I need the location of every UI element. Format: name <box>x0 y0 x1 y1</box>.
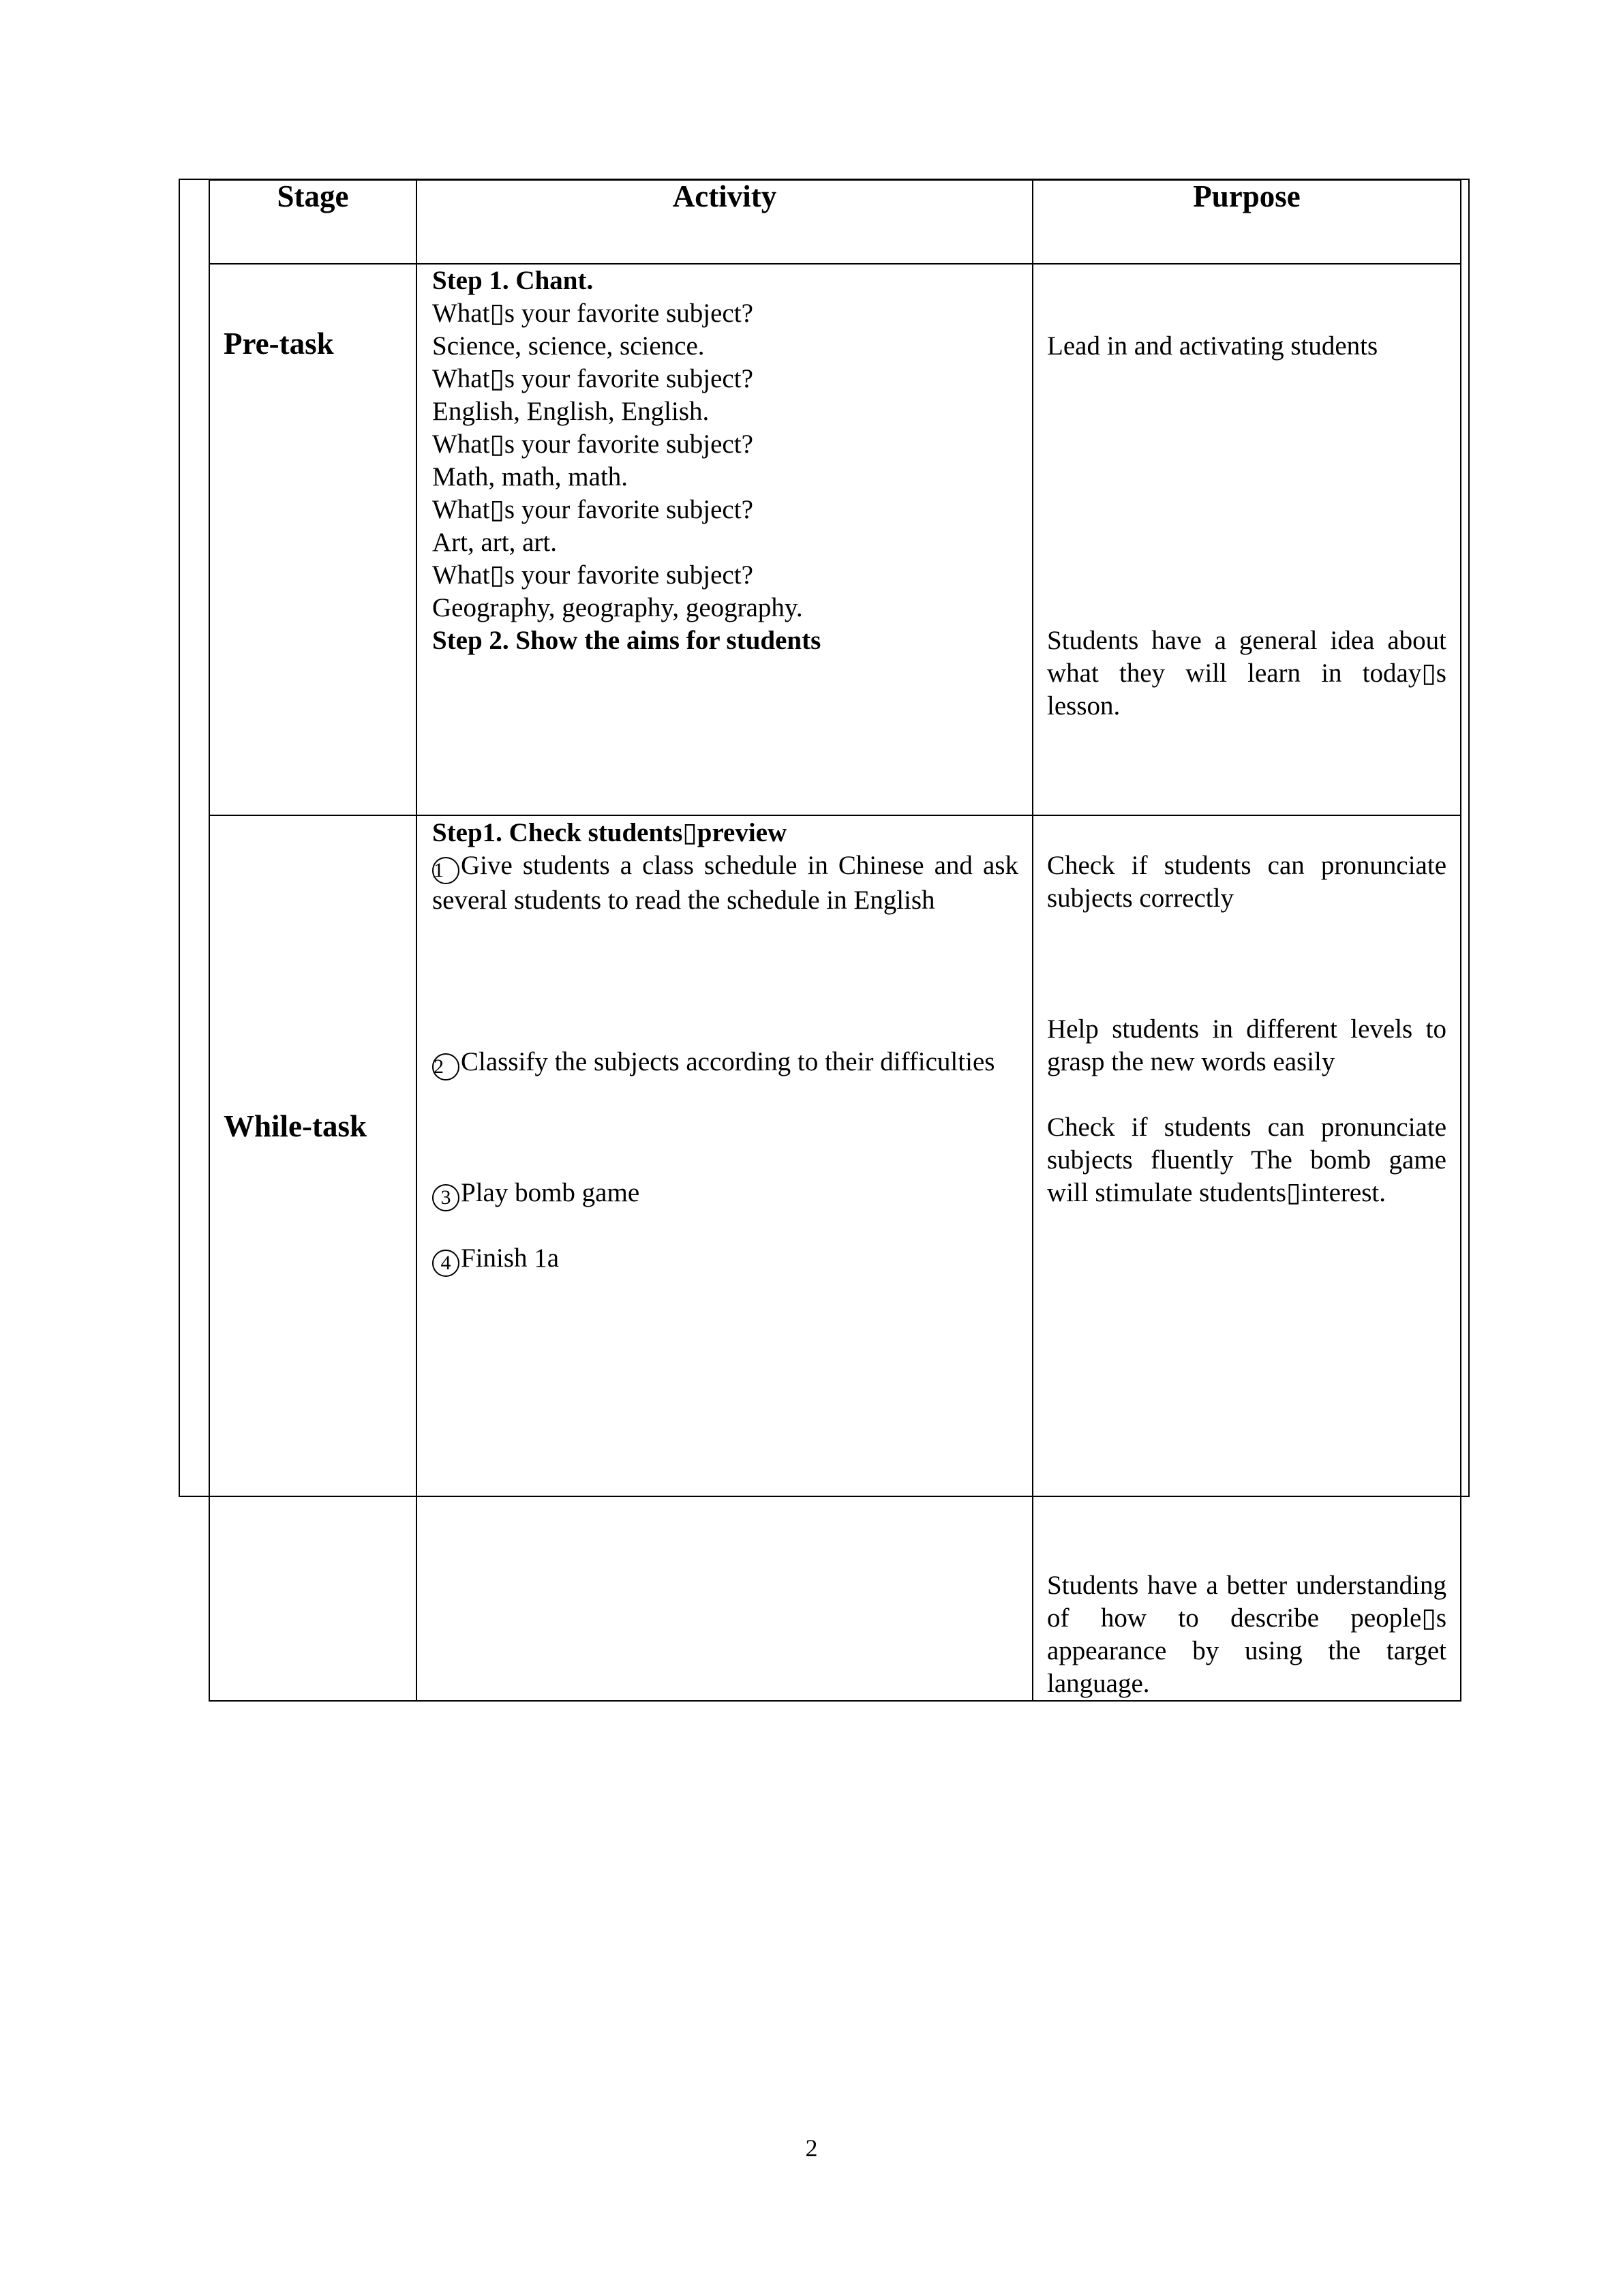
whiletask-item-text: Finish 1a <box>461 1243 560 1273</box>
chant-line: Science, science, science. <box>432 331 705 361</box>
whiletask-step1-title: Step1. Check students▯preview <box>432 818 787 847</box>
chant-line: What▯s your favorite subject? <box>432 495 753 524</box>
page-number: 2 <box>805 2134 818 2162</box>
pretask-step2-title: Step 2. Show the aims for students <box>432 626 821 655</box>
whiletask-purpose-2: Help students in different levels to grasp the new words easily <box>1047 1014 1446 1076</box>
chant-line: Math, math, math. <box>432 462 628 492</box>
circled-number-2: 2 <box>432 1053 459 1081</box>
header-activity: Activity <box>672 179 777 213</box>
activity-purpose-divider <box>1032 179 1033 1702</box>
extra-row-purpose: Students have a better understanding of how to describe people▯s appearance by using the target language. <box>1047 1571 1446 1698</box>
chant-line: What▯s your favorite subject? <box>432 364 753 393</box>
whiletask-purpose-1: Check if students can pronunciate subjects correctly <box>1047 851 1446 913</box>
header-stage: Stage <box>277 179 349 213</box>
circled-number-1: 1 <box>432 857 459 884</box>
chant-line: English, English, English. <box>432 397 710 426</box>
chant-line: What▯s your favorite subject? <box>432 299 753 328</box>
circled-number-4: 4 <box>432 1250 459 1277</box>
chant-line: What▯s your favorite subject? <box>432 560 753 590</box>
pretask-step1-title: Step 1. Chant. <box>432 266 594 295</box>
whiletask-purpose-3: Check if students can pronunciate subjects fluently The bomb game will stimulate students▯interest. <box>1047 1113 1446 1207</box>
chant-line: Geography, geography, geography. <box>432 593 803 622</box>
pretask-purpose-2: Students have a general idea about what they will learn in today▯s lesson. <box>1047 626 1446 721</box>
whiletask-item-text: Classify the subjects according to their difficulties <box>461 1047 995 1076</box>
chant-line: Art, art, art. <box>432 528 558 557</box>
table-left-border <box>209 179 210 1702</box>
whiletask-item-text: Give students a class schedule in Chinese and ask several students to read the schedule in English <box>432 851 1018 915</box>
pretask-bottom-border <box>209 815 1461 816</box>
circled-number-3: 3 <box>432 1184 459 1211</box>
whiletask-item-3 <box>432 1177 1018 1211</box>
whiletask-item-text: Play bomb game <box>461 1178 640 1207</box>
header-purpose: Purpose <box>1193 179 1301 213</box>
table-bottom-border <box>209 1700 1461 1702</box>
stage-pre-task: Pre-task <box>224 327 334 361</box>
table-right-border <box>1460 179 1461 1702</box>
whiletask-item-1 <box>432 849 1018 917</box>
pretask-purpose-1: Lead in and activating students <box>1047 331 1378 361</box>
chant-line: What▯s your favorite subject? <box>432 429 753 459</box>
stage-while-task: While-task <box>224 1109 367 1143</box>
whiletask-item-4 <box>432 1242 1018 1277</box>
stage-activity-divider <box>416 179 417 1702</box>
whiletask-bottom-border <box>209 1496 1461 1497</box>
whiletask-item-2 <box>432 1046 1018 1081</box>
pretask-activity-cell <box>432 265 1018 657</box>
